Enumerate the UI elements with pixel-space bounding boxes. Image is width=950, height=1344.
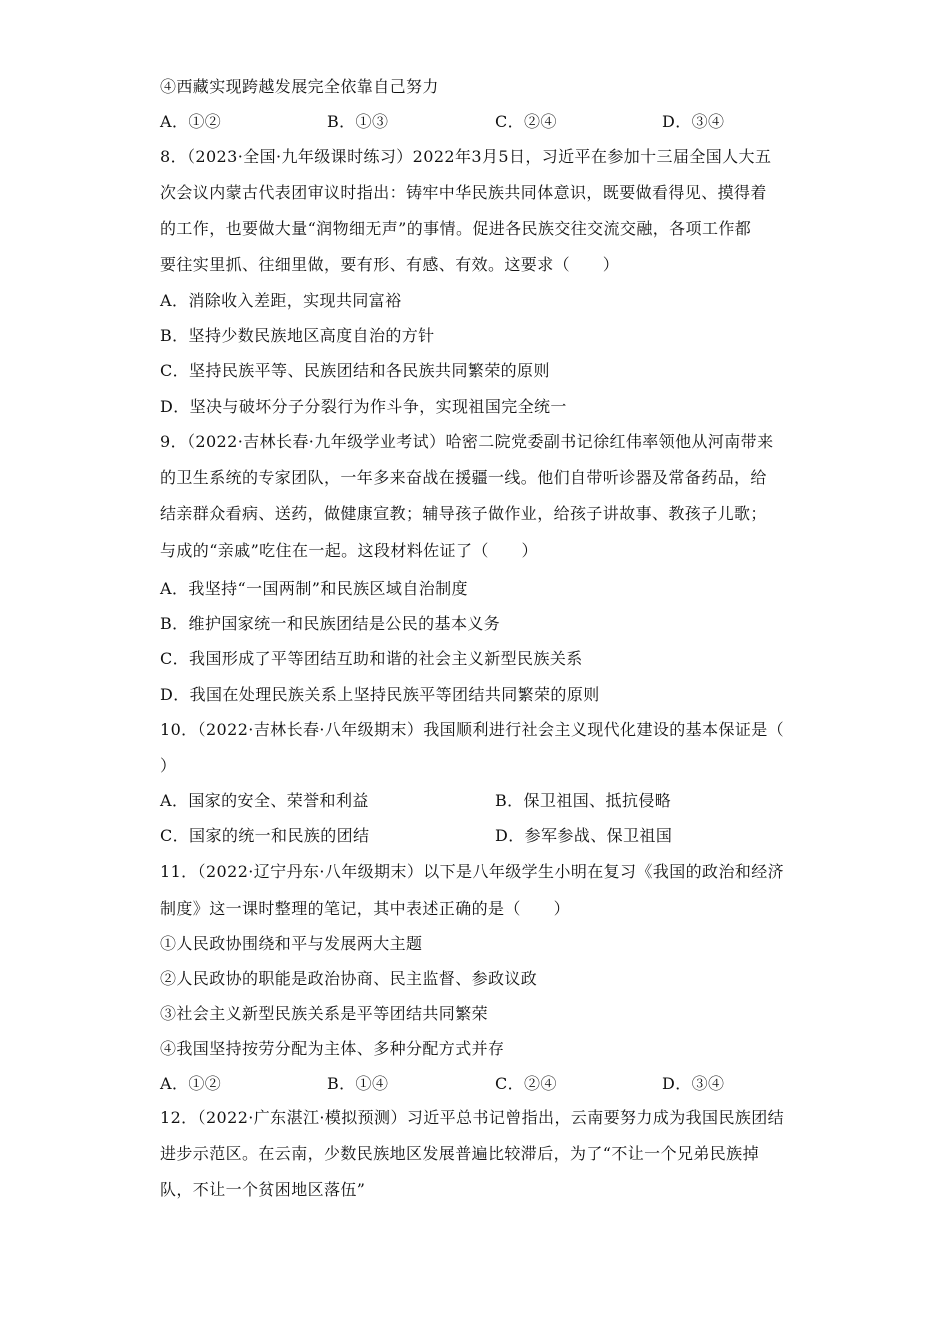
q9-stem-line-1: 9．（2022·吉林长春·九年级学业考试）哈密二院党委副书记徐红伟率领他从河南带来 xyxy=(160,432,774,451)
q9-option-a: A．我坚持“一国两制”和民族区域自治制度 xyxy=(160,579,468,598)
q11-option-c: C．②④ xyxy=(495,1074,557,1093)
q8-stem-line-1: 8．（2023·全国·九年级课时练习）2022年3月5日，习近平在参加十三届全国人大五 xyxy=(160,147,772,166)
q11-item-4: ④我国坚持按劳分配为主体、多种分配方式并存 xyxy=(160,1039,505,1058)
q11-item-2: ②人民政协的职能是政治协商、民主监督、参政议政 xyxy=(160,969,538,988)
q9-option-d: D．我国在处理民族关系上坚持民族平等团结共同繁荣的原则 xyxy=(160,685,600,704)
q7-item-4: ④西藏实现跨越发展完全依靠自己努力 xyxy=(160,77,439,96)
q7-option-d: D．③④ xyxy=(662,112,725,131)
q7-option-a: A．①② xyxy=(160,112,222,131)
q10-stem-line-1: 10．（2022·吉林长春·八年级期末）我国顺利进行社会主义现代化建设的基本保证是（ xyxy=(160,720,785,739)
q11-item-3: ③社会主义新型民族关系是平等团结共同繁荣 xyxy=(160,1004,489,1023)
q9-stem-line-2: 的卫生系统的专家团队，一年多来奋战在援疆一线。他们自带听诊器及常备药品，给 xyxy=(160,468,767,487)
q8-option-a: A．消除收入差距，实现共同富裕 xyxy=(160,291,402,310)
q11-stem-line-1: 11．（2022·辽宁丹东·八年级期末）以下是八年级学生小明在复习《我国的政治和经济 xyxy=(160,862,785,881)
q8-stem-line-2: 次会议内蒙古代表团审议时指出：铸牢中华民族共同体意识，既要做看得见、摸得着 xyxy=(160,183,767,202)
q10-option-a: A．国家的安全、荣誉和利益 xyxy=(160,791,369,810)
q9-option-c: C．我国形成了平等团结互助和谐的社会主义新型民族关系 xyxy=(160,649,583,668)
q11-option-d: D．③④ xyxy=(662,1074,725,1093)
q7-option-c: C．②④ xyxy=(495,112,557,131)
q10-stem-line-2: ） xyxy=(160,756,177,775)
q12-stem-line-2: 进步示范区。在云南，少数民族地区发展普遍比较滞后，为了“不让一个兄弟民族掉 xyxy=(160,1144,759,1163)
q11-option-a: A．①② xyxy=(160,1074,222,1093)
q12-stem-line-1: 12．（2022·广东湛江·模拟预测）习近平总书记曾指出，云南要努力成为我国民族团结 xyxy=(160,1108,785,1127)
q9-stem-line-4: 与成的“亲戚”吃住在一起。这段材料佐证了（ ） xyxy=(160,541,538,560)
q11-item-1: ①人民政协围绕和平与发展两大主题 xyxy=(160,934,423,953)
q11-stem-line-2: 制度》这一课时整理的笔记，其中表述正确的是（ ） xyxy=(160,899,571,918)
q9-stem-line-3: 结亲群众看病、送药，做健康宣教；辅导孩子做作业，给孩子讲故事、教孩子儿歌； xyxy=(160,504,767,523)
q8-stem-line-4: 要往实里抓、往细里做，要有形、有感、有效。这要求（ ） xyxy=(160,255,620,274)
q9-option-b: B．维护国家统一和民族团结是公民的基本义务 xyxy=(160,614,501,633)
q10-option-b: B．保卫祖国、抵抗侵略 xyxy=(495,791,672,810)
q11-option-b: B．①④ xyxy=(327,1074,389,1093)
q10-option-d: D．参军参战、保卫祖国 xyxy=(495,826,673,845)
q8-option-c: C．坚持民族平等、民族团结和各民族共同繁荣的原则 xyxy=(160,361,550,380)
q10-option-c: C．国家的统一和民族的团结 xyxy=(160,826,370,845)
q8-stem-line-3: 的工作，也要做大量“润物细无声”的事情。促进各民族交往交流交融，各项工作都 xyxy=(160,219,752,238)
q8-option-b: B．坚持少数民族地区高度自治的方针 xyxy=(160,326,435,345)
q12-stem-line-3: 队，不让一个贫困地区落伍” xyxy=(160,1180,366,1199)
q8-option-d: D．坚决与破坏分子分裂行为作斗争，实现祖国完全统一 xyxy=(160,397,567,416)
q7-option-b: B．①③ xyxy=(327,112,389,131)
